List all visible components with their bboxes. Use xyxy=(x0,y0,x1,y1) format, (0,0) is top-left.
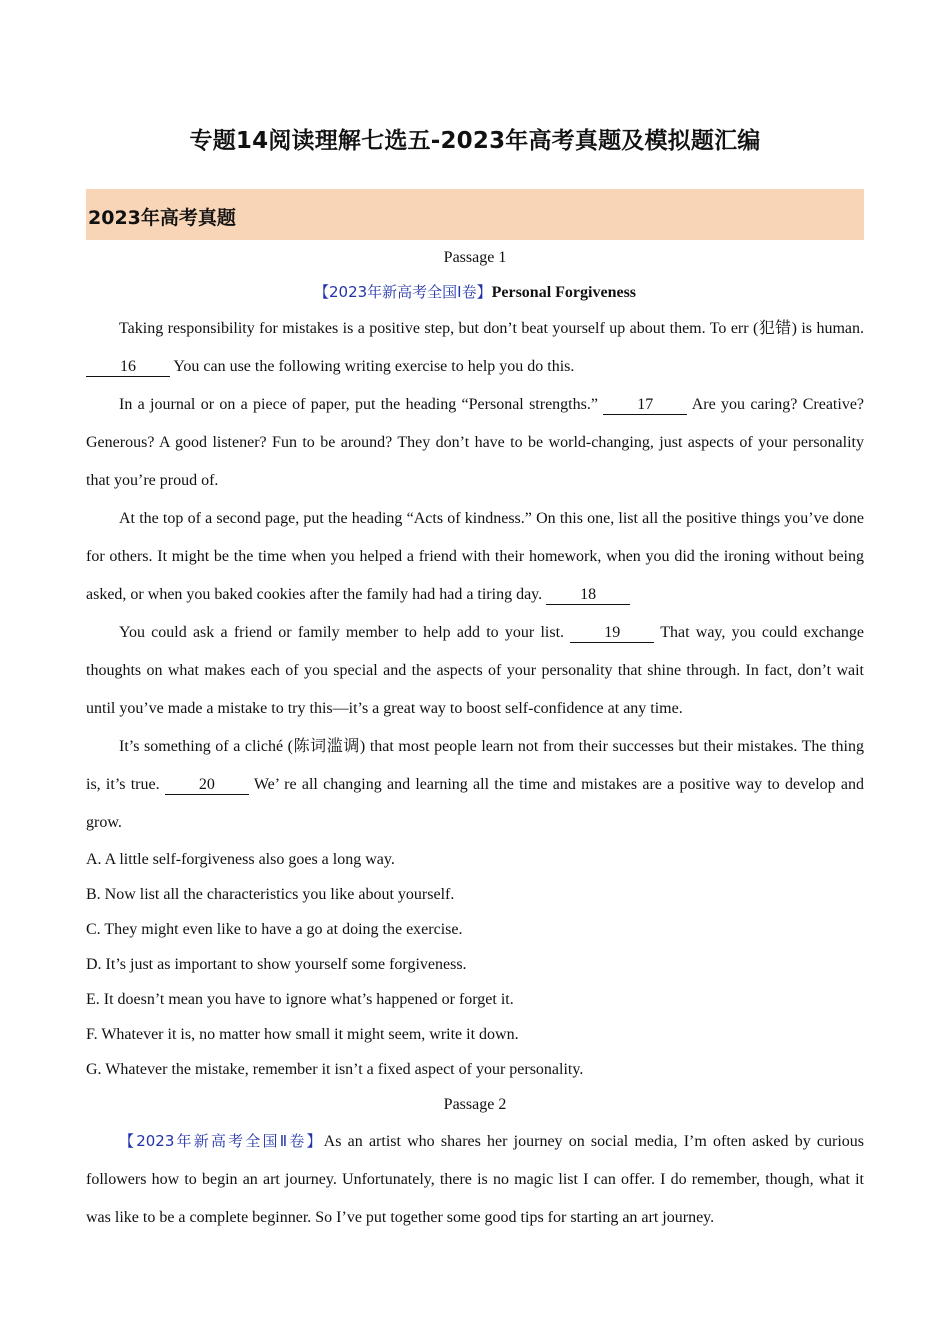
option-g: G. Whatever the mistake, remember it isn’t a fixed aspect of your personality. xyxy=(86,1061,584,1078)
section-heading: 2023年高考真题 xyxy=(88,207,236,229)
blank-18: 18 xyxy=(546,586,630,605)
option-d: D. It’s just as important to show yourself some forgiveness. xyxy=(86,956,467,973)
blank-19: 19 xyxy=(570,624,654,643)
passage1-heading xyxy=(86,275,864,310)
passage1-source-tag: 【2023年新高考全国Ⅰ卷】 xyxy=(313,283,492,301)
paragraph-text: You can use the following writing exercise to help you do this. xyxy=(173,358,575,375)
passage2-paragraph-1 xyxy=(86,1122,864,1237)
passage1-paragraph-4 xyxy=(86,614,864,728)
passage1-paragraph-1 xyxy=(86,310,864,386)
page-title: 专题14阅读理解七选五-2023年高考真题及模拟题汇编 xyxy=(189,128,761,154)
paragraph-text: It’s something of a cliché (陈词滥调) that most people learn not from their successes but their mistakes. The thing is, it’s true. xyxy=(86,738,864,793)
paragraph-text: As an artist who shares her journey on social media, I’m often asked by curious followers how to begin an art journey. Unfortunately, there is no magic list I can offer. I do remember, though, what it was like to be a complete beginner. So I’ve put together some good tips for starting an art journey. xyxy=(86,1133,864,1226)
option-a: A. A little self-forgiveness also goes a long way. xyxy=(86,851,395,868)
passage1-paragraph-5 xyxy=(86,728,864,842)
paragraph-text: That way, you could exchange thoughts on what makes each of you special and the aspects of your personality that shine through. In fact, don’t wait until you’ve made a mistake to try this—it’s a great way to boost self-confidence at any time. xyxy=(86,624,865,717)
passage2-label: Passage 2 xyxy=(443,1096,507,1113)
section-heading-band xyxy=(86,189,864,240)
blank-16: 16 xyxy=(86,358,170,377)
content-body xyxy=(86,240,864,1237)
paragraph-text: We’ re all changing and learning all the time and mistakes are a positive way to develop and grow. xyxy=(86,776,865,831)
paragraph-text: You could ask a friend or family member to help add to your list. xyxy=(119,624,565,641)
blank-17: 17 xyxy=(603,396,687,415)
passage1-paragraph-2 xyxy=(86,386,864,500)
paragraph-text: Taking responsibility for mistakes is a positive step, but don’t beat yourself up about them. To err (犯错) is human. xyxy=(119,320,864,337)
option-c: C. They might even like to have a go at doing the exercise. xyxy=(86,921,463,938)
passage1-paragraph-3 xyxy=(86,500,864,614)
passage2-source-tag: 【2023年新高考全国Ⅱ卷】 xyxy=(119,1132,324,1150)
options-list xyxy=(86,842,864,1087)
option-f: F. Whatever it is, no matter how small it might seem, write it down. xyxy=(86,1026,519,1043)
passage1-title: Personal Forgiveness xyxy=(491,284,637,301)
option-b: B. Now list all the characteristics you like about yourself. xyxy=(86,886,455,903)
option-e: E. It doesn’t mean you have to ignore what’s happened or forget it. xyxy=(86,991,514,1008)
paragraph-text: At the top of a second page, put the heading “Acts of kindness.” On this one, list all the positive things you’ve done for others. It might be the time when you helped a friend with their homework, when you did the ironing without being asked, or when you baked cookies after the family had had a tiring day. xyxy=(86,510,864,603)
passage1-label: Passage 1 xyxy=(443,249,507,266)
paragraph-text: In a journal or on a piece of paper, put the heading “Personal strengths.” xyxy=(119,396,598,413)
paragraph-text: Are you caring? Creative? Generous? A good listener? Fun to be around? They don’t have to be world-changing, just aspects of your personality that you’re proud of. xyxy=(86,396,865,489)
blank-20: 20 xyxy=(165,776,249,795)
